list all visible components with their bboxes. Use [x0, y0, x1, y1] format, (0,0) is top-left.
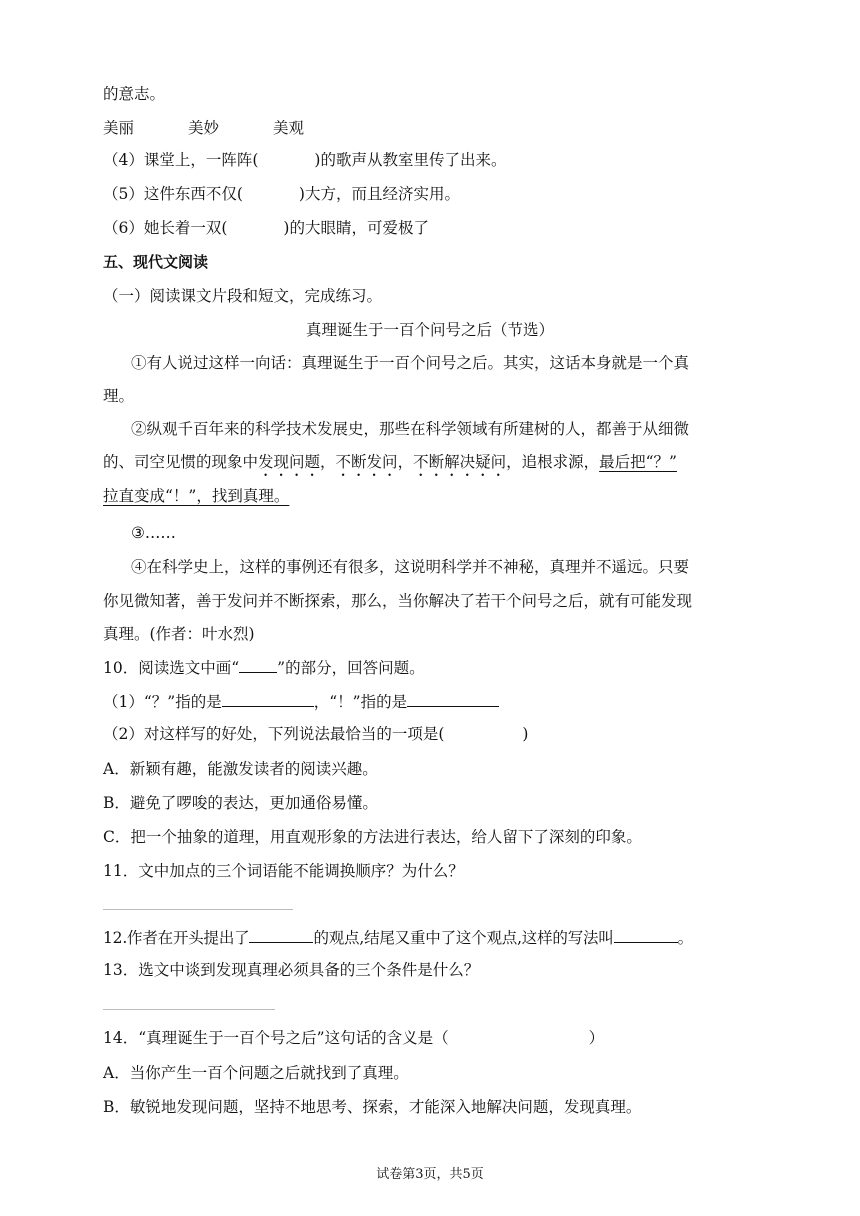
dotted-word: 不断解决疑问	[413, 453, 507, 471]
fill-question	[103, 184, 460, 204]
option-a: A．新颖有趣，能激发读者的阅读兴趣。	[103, 760, 378, 778]
answer-line[interactable]	[103, 909, 293, 910]
option-c: C．把一个抽象的道理，用直观形象的方法进行表达，给人留下了深刻的印象。	[103, 828, 642, 846]
paragraph-line: 理。	[103, 387, 135, 405]
option-a: A．当你产生一百个问题之后就找到了真理。	[103, 1064, 409, 1082]
question-text: 。	[677, 929, 693, 947]
dotted-word: 发现问题	[258, 453, 321, 471]
paragraph-line: ②纵观千百年来的科学技术发展史，那些在科学领域有所建树的人，都善于从细微	[131, 420, 690, 438]
question-14	[103, 1028, 604, 1048]
question-text: )的歌声从教室里传了出来。	[314, 151, 507, 169]
text-segment: ，追根求源，	[506, 453, 600, 471]
question-10-1	[103, 692, 499, 712]
paragraph-line: ③……	[131, 524, 176, 542]
answer-blank[interactable]	[222, 692, 314, 707]
text-segment: 的、司空见惯的现象中	[103, 453, 259, 471]
question-text: （2）对这样写的好处，下列说法最恰当的一项是(	[103, 725, 445, 743]
question-text: ）	[588, 1029, 605, 1047]
question-text: 的观点,结尾又重中了这个观点,这样的写法叫	[313, 929, 614, 947]
fill-question	[103, 150, 506, 170]
paragraph-line: 你见微知著，善于发问并不断探索，那么，当你解决了若干个问号之后，就有可能发现	[103, 592, 693, 610]
option-b: B．敏锐地发现问题，坚持不地思考、探索，才能深入地解决问题，发现真理。	[103, 1098, 642, 1116]
section-heading: 五、现代文阅读	[103, 253, 209, 271]
paragraph-line: ①有人说过这样一向话：真理诞生于一百个问号之后。其实，这话本身就是一个真	[131, 354, 690, 372]
question-text: ”的部分，回答问题。	[277, 659, 425, 677]
paragraph-line	[103, 452, 677, 480]
question-text: （5）这件东西不仅(	[103, 185, 243, 203]
question-text: ，“！”指的是	[313, 693, 408, 711]
question-11: 11．文中加点的三个词语能不能调换顺序？为什么？	[103, 862, 464, 880]
word-option: 美观	[273, 119, 305, 137]
question-10	[103, 658, 425, 678]
question-text: 14．“真理诞生于一百个号之后”这句话的含义是（	[103, 1029, 449, 1047]
word-option: 美妙	[188, 119, 220, 137]
question-text: 12.作者在开头提出了	[103, 929, 250, 947]
paragraph-line: ④在科学史上，这样的事例还有很多，这说明科学并不神秘，真理并不遥远。只要	[131, 558, 690, 576]
option-b: B．避免了啰唆的表达，更加通俗易懂。	[103, 794, 378, 812]
text-line: 的意志。	[103, 85, 166, 103]
question-10-2	[103, 724, 528, 744]
sub-heading: （一）阅读课文片段和短文，完成练习。	[103, 287, 383, 305]
paragraph-line: 真理。(作者：叶水烈)	[103, 625, 255, 643]
page-footer: 试卷第3页，共5页	[376, 1167, 484, 1182]
text-segment: ，	[397, 453, 414, 471]
text-segment: ，	[320, 453, 336, 471]
dotted-word: 不断发问	[335, 453, 398, 471]
question-text: （6）她长着一双(	[103, 219, 228, 237]
passage-title: 真理诞生于一百个问号之后（节选）	[305, 321, 554, 339]
question-13: 13．选文中谈到发现真理必须具备的三个条件是什么？	[103, 961, 480, 979]
question-text: （4）课堂上，一阵阵(	[103, 151, 259, 169]
answer-blank[interactable]	[249, 928, 313, 943]
question-text: )大方，而且经济实用。	[298, 185, 460, 203]
answer-blank[interactable]	[614, 928, 678, 943]
word-option: 美丽	[103, 119, 135, 137]
question-12	[103, 928, 693, 948]
underlined-text: 最后把“？”	[599, 453, 677, 471]
underlined-text: 拉直变成“！”，找到真理。	[103, 487, 290, 505]
word-options	[103, 118, 304, 138]
answer-line[interactable]	[103, 1009, 275, 1010]
question-text: )的大眼睛，可爱极了	[283, 219, 429, 237]
question-text: 10．阅读选文中画“	[103, 659, 240, 677]
question-text: （1）“？”指的是	[103, 693, 222, 711]
underline-sample	[239, 658, 277, 673]
question-text: )	[522, 725, 529, 743]
answer-blank[interactable]	[407, 692, 499, 707]
fill-question	[103, 218, 429, 238]
paragraph-line	[103, 486, 289, 506]
